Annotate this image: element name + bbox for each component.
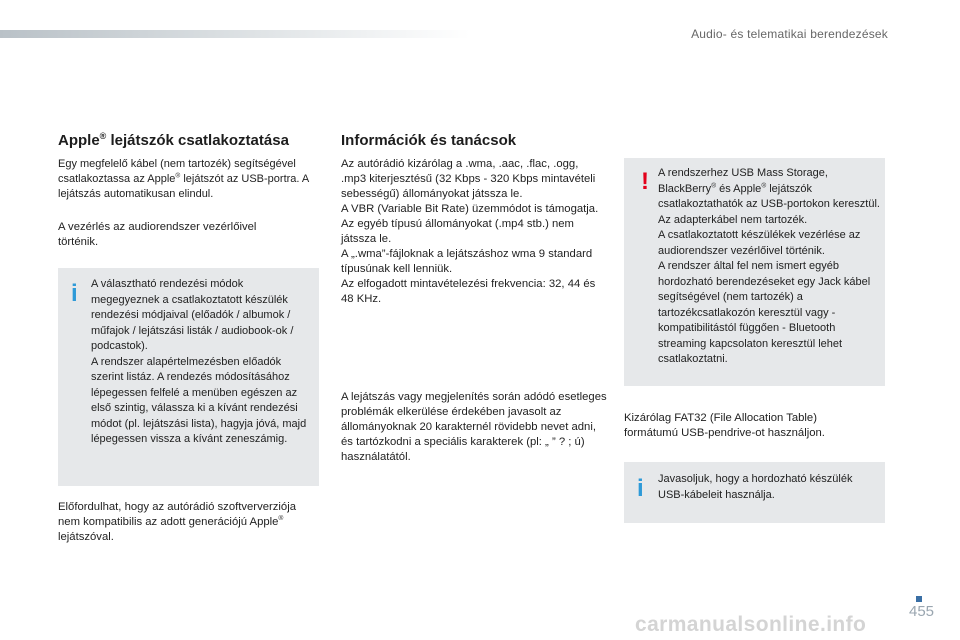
usb-cable-info-text: Javasoljuk, hogy a hordozható készülék USB-kábeleit használja. xyxy=(658,473,853,501)
usb-warning-text: A rendszerhez USB Mass Storage, BlackBerry® és Apple® lejátszók csatlakoztathatók az USB-portokon keresztül. Az adapterkábel nem tartozék. A csatlakoztatott készülékek vezérlése az audiorendszer vezérlőivel történik. A rendszer által fel nem ismert egyéb hordozható berendezéseket egy Jack kábel segítségével (nem tartozék) a tartozékcsatlakozón keresztül vagy - kompatibilitástól függően - Bluetooth streaming kapcsolaton keresztül lehet csatlakoztatni. xyxy=(658,167,880,365)
header-decorative-bar xyxy=(0,30,470,38)
fat32-paragraph: Kizárólag FAT32 (File Allocation Table) formátumú USB-pendrive-ot használjon. xyxy=(624,412,825,439)
sorting-info-box xyxy=(58,268,319,486)
info-tips-heading: Információk és tanácsok xyxy=(341,132,517,149)
info-icon: i xyxy=(637,475,644,502)
page-marker xyxy=(916,596,922,602)
sorting-info-text: A választható rendezési módok megegyeznek a csatlakoztatott készülék rendezési módjaival (előadók / albumok / műfajok / lejátszási listák / audiobook-ok / podcastok). A rendszer alapértelmezésben előadók szerint listáz. A rendezés módosításához lépegessen felfelé a menüben egészen az első szintig, válassza ki a kívánt rendezési módot (pl. lejátszási lista), hagyja jóvá, majd lépegessen vissza a kívánt zeneszámig. xyxy=(91,278,307,445)
apple-heading: Apple® lejátszók csatlakoztatása xyxy=(58,131,289,149)
warning-icon: ! xyxy=(641,168,649,195)
section-title: Audio- és telematikai berendezések xyxy=(691,27,888,41)
page-number: 455 xyxy=(909,603,935,620)
apple-compatibility-paragraph: Előfordulhat, hogy az autórádió szoftververziója nem kompatibilis az adott generációjú Apple® lejátszóval. xyxy=(58,501,296,543)
info-icon: i xyxy=(71,280,78,307)
apple-control-paragraph: A vezérlés az audiorendszer vezérlőivel történik. xyxy=(58,221,257,248)
watermark: carmanualsonline.info xyxy=(635,613,867,636)
usb-cable-info-box xyxy=(624,462,885,523)
usb-warning-box xyxy=(624,158,885,386)
apple-connect-paragraph: Egy megfelelő kábel (nem tartozék) segítségével csatlakoztassa az Apple® lejátszót az USB-portra. A lejátszás automatikusan elindul. xyxy=(58,158,309,200)
formats-paragraph: Az autórádió kizárólag a .wma, .aac, .flac, .ogg, .mp3 kiterjesztésű (32 Kbps - 320 Kbps mintavételi sebességű) állományokat játssza le. A VBR (Variable Bit Rate) üzemmódot is támogatja. Az egyéb típusú állományokat (.mp4 stb.) nem játssza le. A „.wma”-fájloknak a lejátszáshoz wma 9 standard típusúnak kell lenniük. Az elfogadott mintavételezési frekvencia: 32, 44 és 48 KHz. xyxy=(341,158,599,305)
filename-advice-paragraph: A lejátszás vagy megjelenítés során adódó esetleges problémák elkerülése érdekében javasolt az állományoknak 20 karakternél rövidebb nevet adni, és tartózkodni a speciális karakterek (pl: „ ” ? ; ú) használatától. xyxy=(341,391,607,463)
